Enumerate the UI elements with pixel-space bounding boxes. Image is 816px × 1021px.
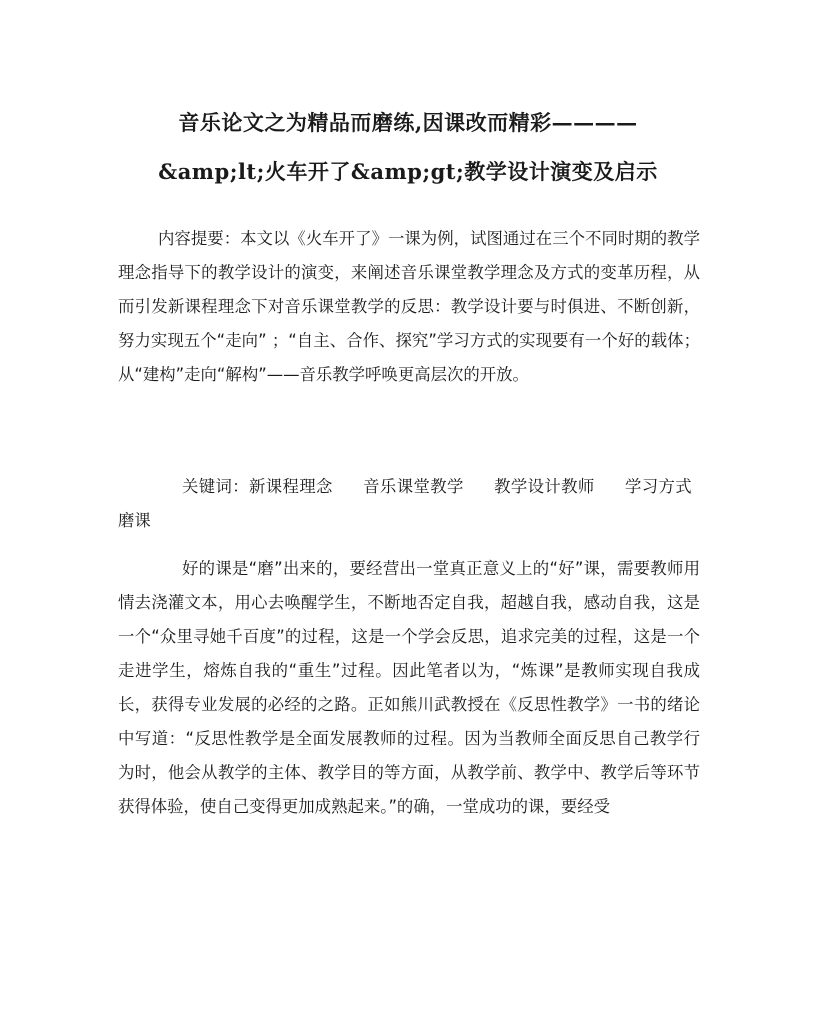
title-line-1: 音乐论文之为精品而磨练,因课改而精彩———— <box>178 110 638 135</box>
keyword-item: 学习方式 <box>624 477 693 496</box>
keywords-paragraph <box>118 470 700 538</box>
document-title <box>60 98 756 196</box>
main-paragraph: 好的课是“磨”出来的，要经营出一堂真正意义上的“好”课，需要教师用情去浇灌文本，用心去唤醒学生，不断地否定自我，超越自我，感动自我，这是一个“众里寻她千百度”的过程，这是一个学会反思，追求完美的过程，这是一个走进学生，熔炼自我的“重生”过程。因此笔者以为，“炼课”是教师实现自我成长，获得专业发展的必经的之路。正如熊川武教授在《反思性教学》一书的绪论中写道：“反思性教学是全面发展教师的过程。因为当教师全面反思自己教学行为时，他会从教学的主体、教学目的等方面，从教学前、教学中、教学后等环节获得体验，使自己变得更加成熟起来。”的确，一堂成功的课，要经受 <box>118 559 700 816</box>
keyword-item: 新课程理念 <box>249 477 333 496</box>
keyword-item: 音乐课堂教学 <box>362 477 464 496</box>
keyword-item: 磨课 <box>118 511 151 530</box>
keyword-item: 教学设计教师 <box>493 477 595 496</box>
keywords-label: 关键词： <box>182 477 250 496</box>
title-line-2: &amp;lt;火车开了&amp;gt;教学设计演变及启示 <box>158 159 658 184</box>
abstract-paragraph: 内容提要：本文以《火车开了》一课为例，试图通过在三个不同时期的教学理念指导下的教学设计的演变，来阐述音乐课堂教学理念及方式的变革历程，从而引发新课程理念下对音乐课堂教学的反思：教学设计要与时俱进、不断创新，努力实现五个“走向” ；“自主、合作、探究”学习方式的实现要有一个好的载体；从“建构”走向“解构”——音乐教学呼唤更高层次的开放。 <box>118 229 700 384</box>
